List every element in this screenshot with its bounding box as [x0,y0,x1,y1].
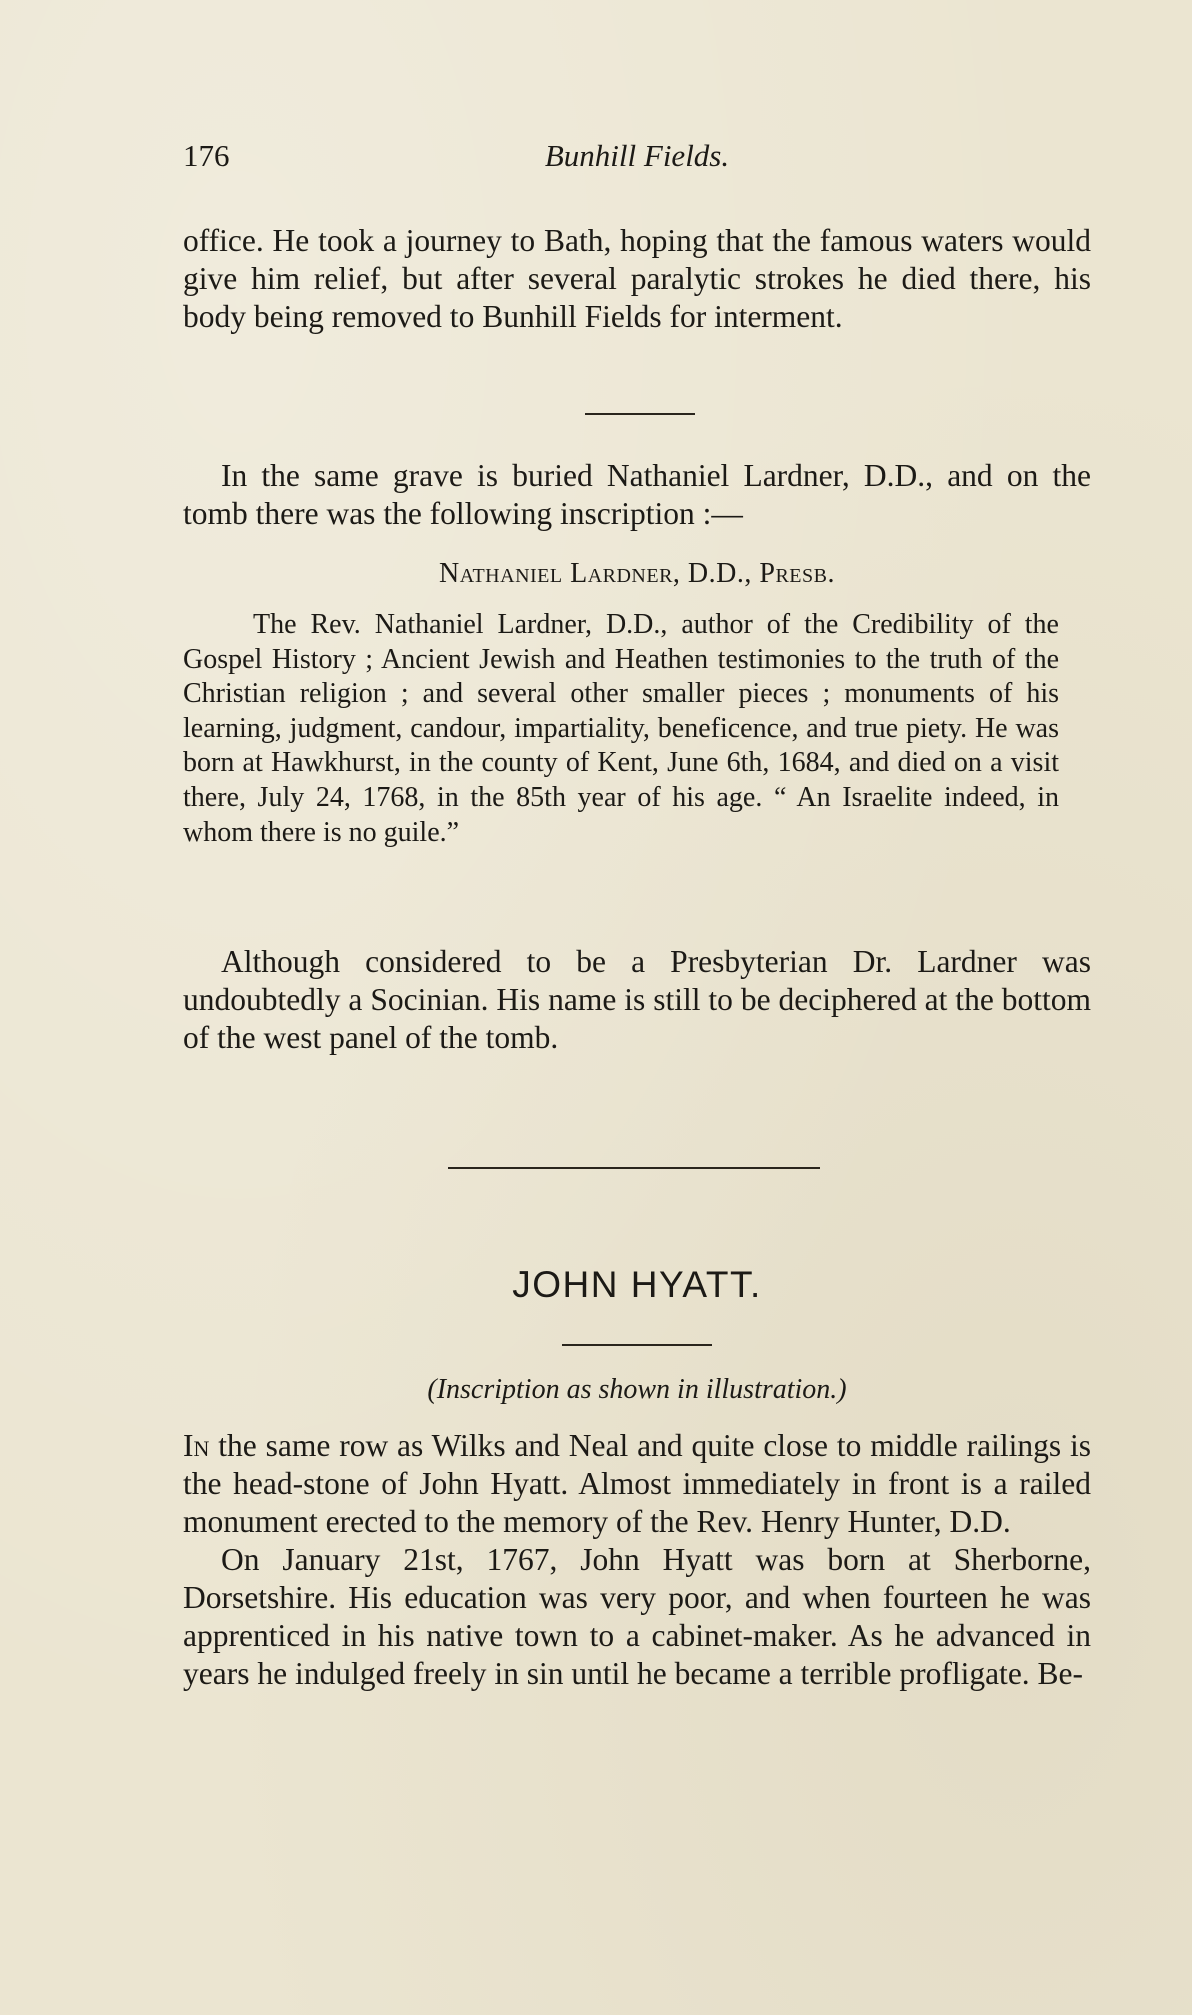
section-heading: JOHN HYATT. [512,1264,762,1305]
hyatt-paragraph-1-lead: In [183,1428,210,1463]
continuation-paragraph: office. He took a journey to Bath, hoping that the famous waters would give him relief, but after several paralytic strokes he died there, his body being removed to Bunhill Fields for interment. [183,223,1091,334]
chapter-divider [448,1167,820,1169]
hyatt-paragraph-2: On January 21st, 1767, John Hyatt was born at Sherborne, Dorsetshire. His education was very poor, and when fourteen he was apprenticed in his native town to a cabinet-maker. As he advanced in years he indulged freely in sin until he became a terrible profligate. Be- [183,1542,1091,1691]
hyatt-paragraph-1-text: the same row as Wilks and Neal and quite close to middle railings is the head-stone of John Hyatt. Almost immediately in front is a railed monument erected to the memory of the Rev. Henry Hunter, D.D. [183,1428,1091,1539]
inscription-block [183,608,1059,850]
hyatt-block [183,1427,1091,1693]
hyatt-paragraph-1 [183,1427,1091,1541]
section-subtitle: (Inscription as shown in illustration.) [427,1374,847,1405]
page-number: 176 [183,138,230,173]
page-header [183,138,1091,182]
lardner-intro-block [183,457,1091,533]
heading-underline [562,1344,712,1346]
lardner-intro-paragraph: In the same grave is buried Nathaniel Lardner, D.D., and on the tomb there was the following inscription :— [183,458,1091,531]
section-divider-short [585,413,695,415]
inscription-body: The Rev. Nathaniel Lardner, D.D., author of the Credibility of the Gospel History ; Ancient Jewish and Heathen testimonies to the truth of the Christian religion ; and several other smaller pieces ; monuments of his learning, judgment, candour, impartiality, beneficence, and true piety. He was born at Hawkhurst, in the county of Kent, June 6th, 1684, and died on a visit there, July 24, 1768, in the 85th year of his age. “ An Israelite indeed, in whom there is no guile.” [183,609,1059,848]
running-title: Bunhill Fields. [544,138,730,173]
lardner-note-paragraph: Although considered to be a Presbyterian Dr. Lardner was undoubtedly a Socinian. His name is still to be deciphered at the bottom of the west panel of the tomb. [183,944,1091,1055]
inscription-title: Nathaniel Lardner, D.D., Presb. [439,558,835,589]
lardner-note-block [183,943,1091,1057]
continuation-block [183,222,1091,336]
